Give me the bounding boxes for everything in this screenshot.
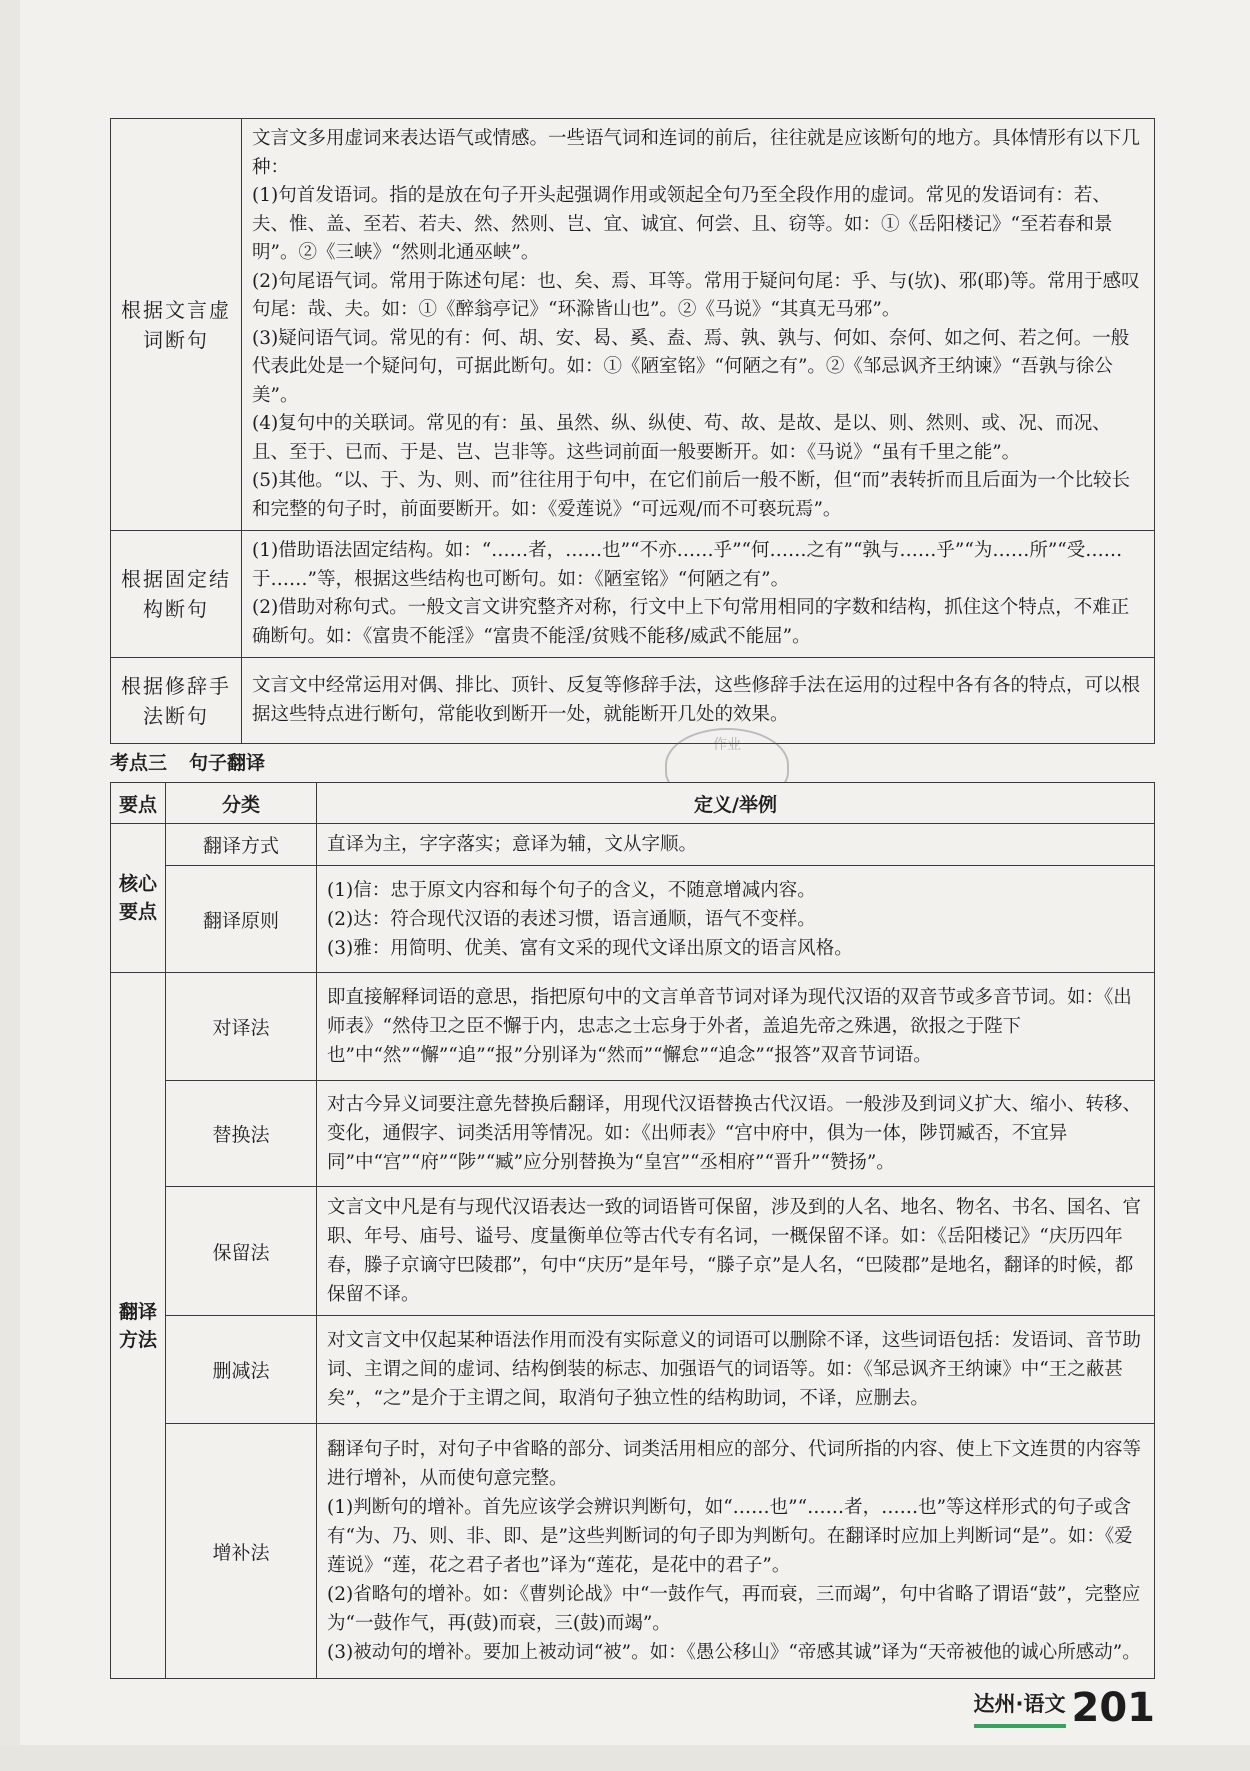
- content-line: 对文言文中仅起某种语法作用而没有实际意义的词语可以删除不译，这些词语包括：发语词、音节助词、主谓之间的虚词、结构倒装的标志、加强语气的词语等。如：《邹忌讽齐王纳谏》中“王之蔽甚矣”，“之”是介于主谓之间，取消句子独立性的结构助词，不译，应删去。: [327, 1330, 1142, 1409]
- content-line: 文言文中凡是有与现代汉语表达一致的词语皆可保留，涉及到的人名、地名、物名、书名、国名、官职、年号、庙号、谥号、度量衡单位等古代专有名词，一概保留不译。如：《岳阳楼记》“庆历四年春，滕子京谪守巴陵郡”，句中“庆历”是年号，“滕子京”是人名，“巴陵郡”是地名，翻译的时候，都保留不译。: [327, 1197, 1142, 1305]
- header-cell: 要点: [111, 783, 166, 824]
- content-cell: [317, 1187, 1155, 1316]
- content-cell: [317, 1424, 1155, 1679]
- section-label: 考点三: [110, 752, 168, 774]
- section-title: 句子翻译: [189, 752, 266, 774]
- content-line: (2)借助对称句式。一般文言文讲究整齐对称，行文中上下句常用相同的字数和结构，抓住这个特点，不难正确断句。如：《富贵不能淫》“富贵不能淫/贫贱不能移/威武不能屈”。: [252, 597, 1130, 647]
- watermark-stamp: 作业: [665, 728, 789, 802]
- content-line: 对古今异义词要注意先替换后翻译，用现代汉语替换古代汉语。一般涉及到词义扩大、缩小、转移、变化，通假字、词类活用等情况。如：《出师表》“宫中府中，俱为一体，陟罚臧否，不宜异同”中“宫”“府”“陟”“臧”应分别替换为“皇宫”“丞相府”“晋升”“赞扬”。: [327, 1094, 1142, 1173]
- content-line: (2)省略句的增补。如：《曹刿论战》中“一鼓作气，再而衰，三而竭”，句中省略了谓语“鼓”，完整应为“一鼓作气，再(鼓)而衰，三(鼓)而竭”。: [327, 1584, 1141, 1634]
- group-label-text: 翻译方法: [118, 1300, 157, 1351]
- content-cell: [317, 1081, 1155, 1187]
- content-cell: [317, 824, 1155, 866]
- content-line: (2)句尾语气词。常用于陈述句尾：也、矣、焉、耳等。常用于疑问句尾：乎、与(欤)、邪(耶)等。常用于感叹句尾：哉、夫。如：①《醉翁亭记》“环滁皆山也”。②《马说》“其真无马邪”。: [252, 270, 1140, 320]
- row-key: 根据固定结构断句: [111, 531, 242, 658]
- row-key: 根据文言虚词断句: [111, 119, 242, 531]
- content-line: (3)雅：用简明、优美、富有文采的现代文译出原文的语言风格。: [327, 937, 853, 959]
- group-label-text: 核心要点: [118, 873, 157, 923]
- table-row: [111, 531, 1155, 658]
- table-row: [111, 658, 1155, 744]
- content-cell: [317, 866, 1155, 973]
- category-cell: 对译法: [166, 973, 317, 1081]
- category-cell: 替换法: [166, 1081, 317, 1187]
- table-row: [111, 1424, 1155, 1679]
- content-line: (1)判断句的增补。首先应该学会辨识判断句，如“……也”“……者，……也”等这样形式的句子或含有“为、乃、则、非、即、是”这些判断词的句子即为判断句。在翻译时应加上判断词“是”。如：《爱莲说》“莲，花之君子者也”译为“莲花，是花中的君子”。: [327, 1497, 1133, 1576]
- content-line: (4)复句中的关联词。常见的有：虽、虽然、纵、纵使、苟、故、是故、是以、则、然则、或、况、而况、且、至于、已而、于是、岂、岂非等。这些词前面一般要断开。如：《马说》“虽有千里之能”。: [252, 413, 1111, 463]
- sentence-breaking-table: [110, 118, 1155, 744]
- translation-table: [110, 782, 1155, 1679]
- header-cell: 分类: [166, 783, 317, 824]
- page-number: 201: [1071, 1685, 1155, 1731]
- content-line: 即直接解释词语的意思，指把原句中的文言单音节词对译为现代汉语的双音节或多音节词。如：《出师表》“然侍卫之臣不懈于内，忠志之士忘身于外者，盖追先帝之殊遇，欲报之于陛下也”中“然”“懈”“追”“报”分别译为“然而”“懈怠”“追念”“报答”双音节词语。: [327, 987, 1132, 1066]
- row-content: [242, 658, 1155, 744]
- content-cell: [317, 973, 1155, 1081]
- table-row: [111, 119, 1155, 531]
- category-cell: 删减法: [166, 1316, 317, 1424]
- table-row: [111, 1081, 1155, 1187]
- category-cell: 增补法: [166, 1424, 317, 1679]
- table-row: [111, 866, 1155, 973]
- content-line: 文言文中经常运用对偶、排比、顶针、反复等修辞手法，这些修辞手法在运用的过程中各有各的特点，可以根据这些特点进行断句，常能收到断开一处，就能断开几处的效果。: [252, 675, 1141, 725]
- section-heading: [110, 748, 287, 775]
- content-cell: [317, 1316, 1155, 1424]
- row-content: [242, 119, 1155, 531]
- footer-label: 达州·语文: [974, 1688, 1066, 1728]
- scan-edge-left: [0, 0, 20, 1771]
- content-line: 文言文多用虚词来表达语气或情感。一些语气词和连词的前后，往往就是应该断句的地方。具体情形有以下几种：: [252, 128, 1141, 178]
- content-line: (5)其他。“以、于、为、则、而”往往用于句中，在它们前后一般不断，但“而”表转折而且后面为一个比较长和完整的句子时，前面要断开。如：《爱莲说》“可远观/而不可亵玩焉”。: [252, 470, 1131, 520]
- content-line: (2)达：符合现代汉语的表述习惯，语言通顺，语气不变样。: [327, 908, 816, 930]
- row-content: [242, 531, 1155, 658]
- category-cell: 保留法: [166, 1187, 317, 1316]
- table-header-row: [111, 783, 1155, 824]
- group-label: [111, 824, 166, 973]
- content-line: (1)借助语法固定结构。如：“……者，……也”“不亦……乎”“何……之有”“孰与……乎”“为……所”“受……于……”等，根据这些结构也可断句。如：《陋室铭》“何陋之有”。: [252, 540, 1123, 590]
- content-line: (3)疑问语气词。常见的有：何、胡、安、曷、奚、盍、焉、孰、孰与、何如、奈何、如之何、若之何。一般代表此处是一个疑问句，可据此断句。如：①《陋室铭》“何陋之有”。②《邹忌讽齐王纳谏》“吾孰与徐公美”。: [252, 327, 1130, 406]
- page-footer: [973, 1685, 1155, 1731]
- content-line: 直译为主，字字落实；意译为辅，文从字顺。: [327, 834, 698, 855]
- table-row: [111, 1187, 1155, 1316]
- category-cell: 翻译方式: [166, 824, 317, 866]
- header-cell: 定义/举例: [317, 783, 1155, 824]
- table-row: [111, 824, 1155, 866]
- scan-edge-bottom: [0, 1745, 1250, 1771]
- table-row: [111, 1316, 1155, 1424]
- content-line: (1)句首发语词。指的是放在句子开头起强调作用或领起全句乃至全段作用的虚词。常见的发语词有：若、夫、惟、盖、至若、若夫、然、然则、岂、宜、诚宜、何尝、且、窃等。如：①《岳阳楼记》“至若春和景明”。②《三峡》“然则北通巫峡”。: [252, 185, 1113, 263]
- group-label: [111, 973, 166, 1679]
- row-key: 根据修辞手法断句: [111, 658, 242, 744]
- content-line: (1)信：忠于原文内容和每个句子的含义，不随意增减内容。: [327, 879, 816, 901]
- content-line: (3)被动句的增补。要加上被动词“被”。如：《愚公移山》“帝感其诚”译为“天帝被他的诚心所感动”。: [327, 1642, 1141, 1663]
- content-line: 翻译句子时，对句子中省略的部分、词类活用相应的部分、代词所指的内容、使上下文连贯的内容等进行增补，从而使句意完整。: [327, 1439, 1142, 1489]
- table-row: [111, 973, 1155, 1081]
- category-cell: 翻译原则: [166, 866, 317, 973]
